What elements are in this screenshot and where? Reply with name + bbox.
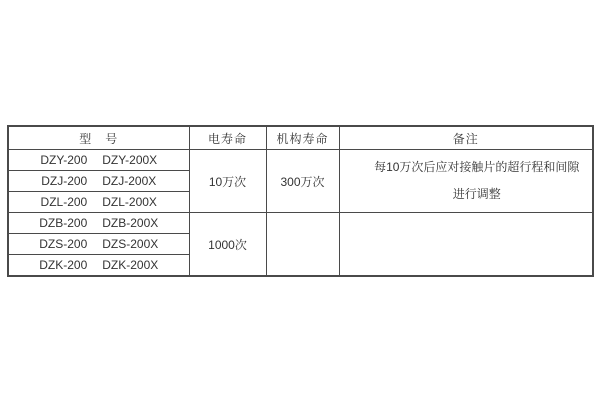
mechanism-life-group1: 300万次 (266, 150, 339, 213)
model-pair (9, 174, 189, 188)
remarks-group2 (339, 213, 593, 277)
header-remarks: 备注 (339, 126, 593, 150)
model-cell-dzs (8, 234, 189, 255)
model-cell-dzk (8, 255, 189, 277)
model-name: DZS-200X (102, 237, 159, 251)
relay-life-spec-table (7, 125, 594, 277)
remarks-group1 (339, 150, 593, 213)
electrical-life-group2: 1000次 (189, 213, 266, 277)
header-model: 型 号 (8, 126, 189, 150)
model-name: DZS-200 (39, 237, 88, 251)
model-cell-dzj (8, 171, 189, 192)
model-cell-dzb (8, 213, 189, 234)
mechanism-life-group2 (266, 213, 339, 277)
model-name: DZJ-200 (41, 174, 88, 188)
header-electrical-life: 电寿命 (189, 126, 266, 150)
model-pair (9, 153, 189, 167)
model-name: DZY-200X (102, 153, 158, 167)
remarks-text (340, 161, 593, 200)
remarks-line-2: 进行调整 (452, 186, 501, 201)
model-name: DZJ-200X (102, 174, 157, 188)
model-cell-dzy (8, 150, 189, 171)
table-row (8, 213, 593, 234)
model-pair (9, 237, 189, 251)
model-name: DZY-200 (40, 153, 88, 167)
header-row (8, 126, 593, 150)
header-mechanism-life: 机构寿命 (266, 126, 339, 150)
model-pair (9, 258, 189, 272)
electrical-life-group1: 10万次 (189, 150, 266, 213)
model-cell-dzl (8, 192, 189, 213)
model-name: DZL-200X (102, 195, 157, 209)
model-name: DZB-200 (39, 216, 88, 230)
model-name: DZK-200 (39, 258, 88, 272)
model-name: DZB-200X (102, 216, 159, 230)
model-name: DZL-200 (40, 195, 88, 209)
model-name: DZK-200X (102, 258, 159, 272)
model-pair (9, 216, 189, 230)
model-pair (9, 195, 189, 209)
remarks-line-1: 每10万次后应对接触片的超行程和间隙 (374, 160, 580, 175)
table-row (8, 150, 593, 171)
